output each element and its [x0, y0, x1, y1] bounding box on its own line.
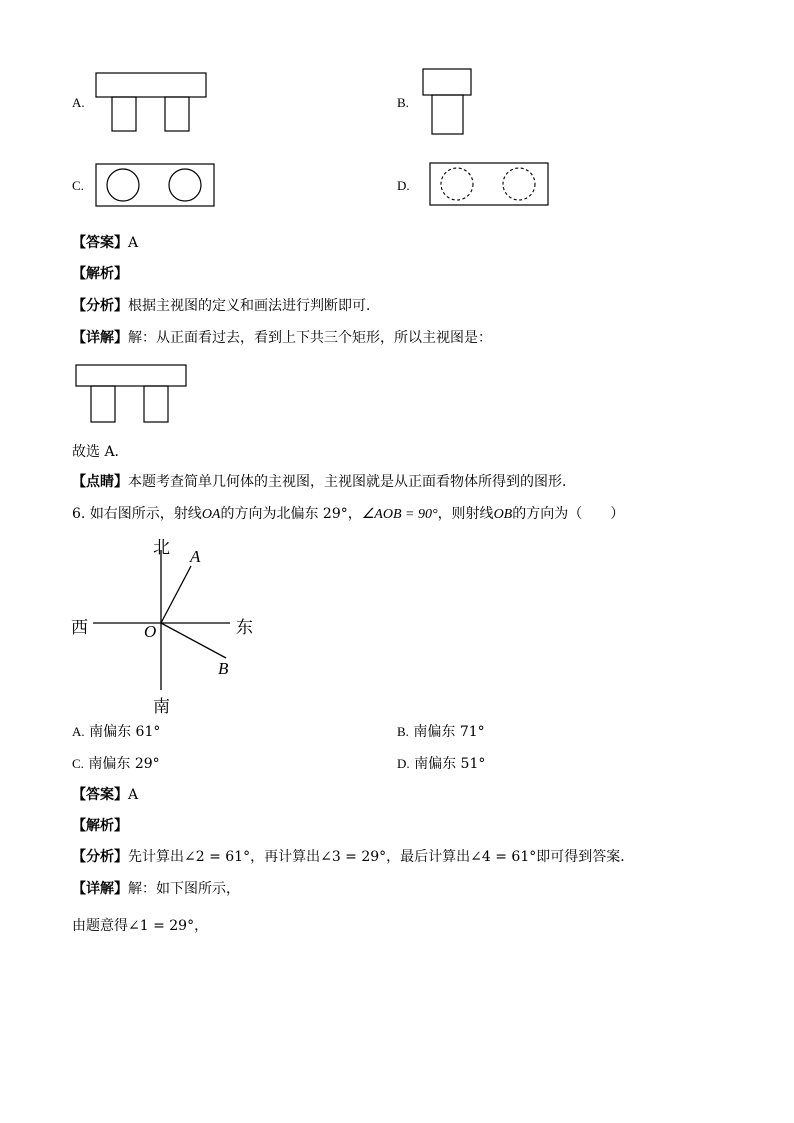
answer-tag: 【答案】: [72, 787, 128, 803]
option-a-label: A.: [72, 95, 85, 110]
option-b-figure: [422, 68, 474, 138]
q5-detail-line: [72, 329, 492, 347]
detail-tag: 【详解】: [72, 881, 128, 897]
ray-oa-line: [161, 566, 191, 623]
detail-text: 解：如下图所示，: [128, 881, 240, 897]
q5-choose-line: 故选 A．: [72, 444, 129, 460]
choice-letter: D.: [397, 756, 410, 771]
q5-answer-line: [72, 234, 138, 252]
south-label: 南: [153, 697, 170, 717]
q6-detail-line: [72, 880, 240, 898]
east-label: 东: [236, 618, 253, 638]
q6-number: 6.: [72, 506, 86, 522]
angle-aob: ∠AOB = 90°: [361, 507, 438, 522]
q6-stem-part1: 如右图所示，射线: [89, 506, 202, 522]
q5-fenxi-line: [72, 297, 380, 315]
point-a-label: A: [190, 547, 201, 566]
choice-letter: A.: [72, 724, 85, 739]
choice-text: 南偏东 61°: [89, 724, 161, 740]
option-c-figure: [95, 163, 217, 209]
q6-stem-part4: 的方向为（ ）: [512, 506, 625, 522]
choice-letter: B.: [397, 724, 409, 739]
answer-value: A: [128, 787, 139, 803]
answer-value: A: [128, 235, 139, 251]
choice-text: 南偏东 29°: [88, 756, 160, 772]
answer-tag: 【答案】: [72, 235, 128, 251]
fenxi-text: 根据主视图的定义和画法进行判断即可．: [128, 298, 380, 314]
q6-given-line: 由题意得∠1 = 29°，: [72, 918, 209, 934]
q6-stem-part2: 的方向为北偏东 29°，: [220, 506, 362, 522]
q5-answer-figure: [75, 364, 190, 426]
comment-tag: 【点睛】: [72, 474, 128, 490]
q6-stem-part3: ，则射线: [437, 506, 494, 522]
ray-oa: OA: [201, 507, 221, 522]
fenxi-tag: 【分析】: [72, 298, 128, 314]
option-b-label: B.: [397, 95, 409, 110]
option-d-figure: [429, 162, 551, 208]
option-d-label: D.: [397, 178, 410, 193]
option-c-label: C.: [72, 178, 84, 193]
choice-text: 南偏东 51°: [414, 756, 486, 772]
q6-fenxi-line: [72, 848, 634, 866]
fenxi-text: 先计算出∠2 = 61°，再计算出∠3 = 29°，最后计算出∠4 = 61°即可得到答案．: [128, 849, 635, 865]
q6-choice-b: [397, 723, 485, 741]
q6-choice-d: [397, 755, 485, 773]
west-label: 西: [71, 618, 88, 638]
choice-letter: C.: [72, 756, 84, 771]
choice-text: 南偏东 71°: [413, 724, 485, 740]
point-b-label: B: [218, 659, 229, 678]
q6-stem: [72, 505, 624, 524]
detail-tag: 【详解】: [72, 330, 128, 346]
q5-analysis-tag: 【解析】: [72, 266, 128, 282]
north-label: 北: [153, 538, 170, 558]
ray-ob: OB: [493, 507, 513, 522]
point-o-label: O: [144, 622, 157, 641]
ray-ob-line: [161, 623, 226, 658]
detail-text: 解：从正面看过去，看到上下共三个矩形，所以主视图是：: [128, 330, 492, 346]
q6-analysis-tag: 【解析】: [72, 818, 128, 834]
fenxi-tag: 【分析】: [72, 849, 128, 865]
comment-text: 本题考查简单几何体的主视图，主视图就是从正面看物体所得到的图形．: [128, 474, 576, 490]
option-a-figure: [95, 72, 210, 134]
q6-choice-c: [72, 755, 160, 773]
q5-comment-line: [72, 473, 576, 491]
q6-choice-a: [72, 723, 160, 741]
q6-answer-line: [72, 786, 138, 804]
